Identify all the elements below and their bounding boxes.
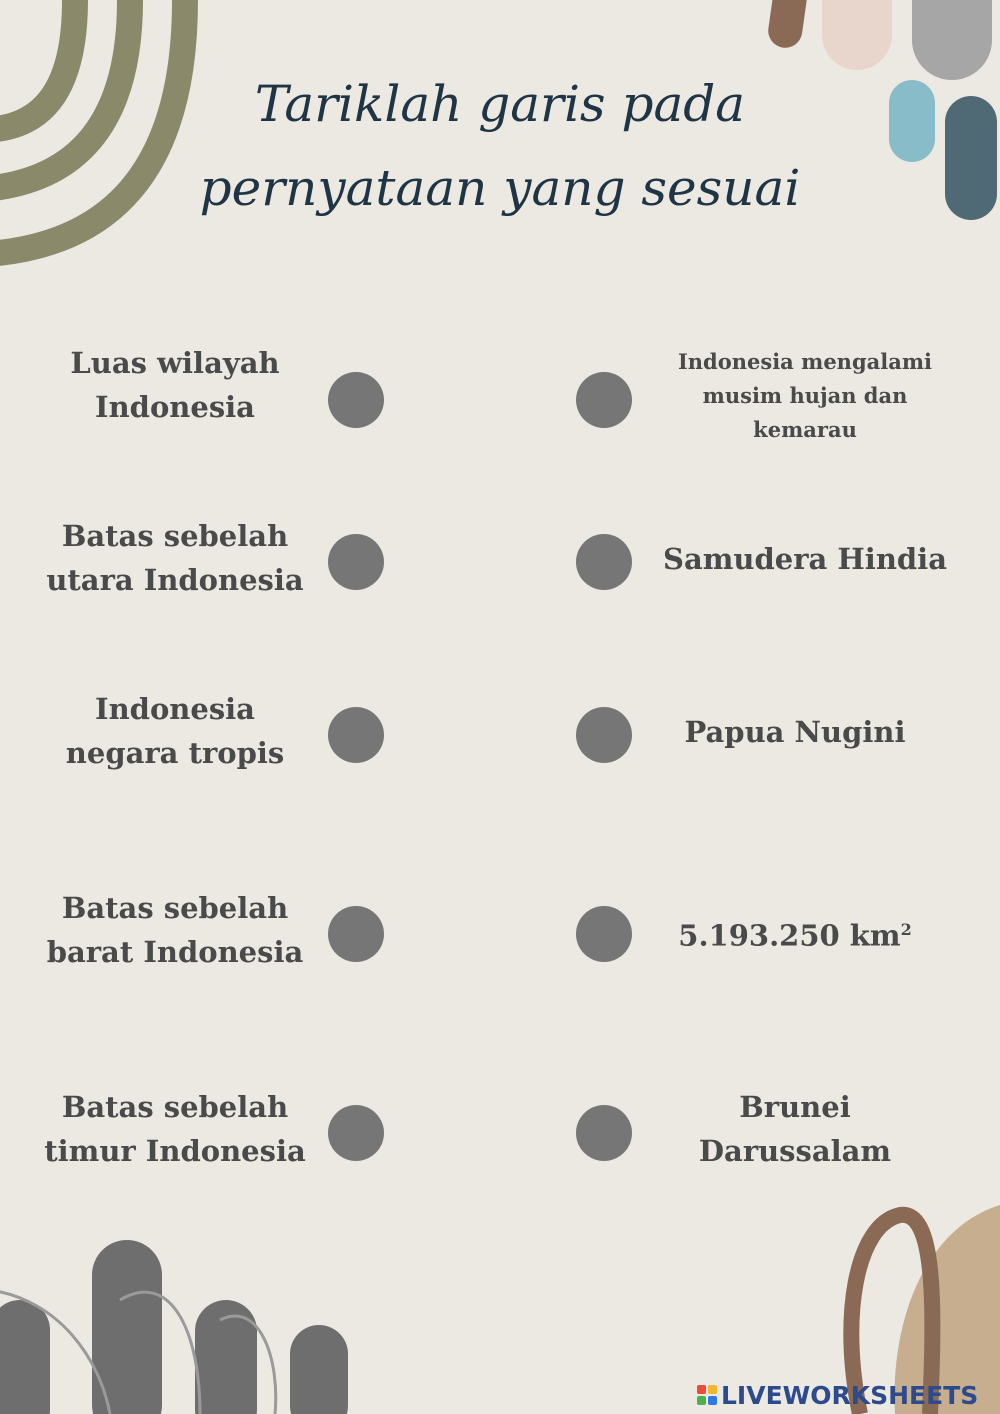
right-answer-5-line1: Brunei — [739, 1090, 851, 1124]
right-answer-4-value: 5.193.250 km — [678, 918, 901, 953]
right-match-dot-3[interactable] — [576, 707, 632, 763]
left-statement-4 — [30, 886, 320, 974]
left-statement-3-line2: negara tropis — [65, 736, 285, 770]
right-answer-5-line2: Darussalam — [698, 1134, 892, 1168]
liveworksheets-brand — [697, 1380, 978, 1410]
left-statement-3 — [30, 687, 320, 775]
right-answer-2-line1: Samudera Hindia — [663, 542, 947, 576]
left-statement-2 — [30, 514, 320, 602]
right-answer-4-exponent: 2 — [900, 920, 912, 939]
title-line-1: Tariklah garis pada — [254, 75, 746, 133]
left-match-dot-3[interactable] — [328, 707, 384, 763]
page-title — [0, 62, 1000, 230]
left-statement-1-line2: Indonesia — [95, 390, 255, 424]
right-match-dot-4[interactable] — [576, 906, 632, 962]
gray-pills-bottom — [0, 1240, 348, 1414]
right-answer-1-line3: kemarau — [753, 417, 857, 442]
right-answer-1-line2: musim hujan dan — [702, 383, 908, 408]
left-match-dot-5[interactable] — [328, 1105, 384, 1161]
right-answer-4 — [640, 908, 950, 958]
right-answer-5 — [640, 1085, 950, 1173]
left-statement-5-line2: timur Indonesia — [44, 1134, 306, 1168]
left-statement-2-line2: utara Indonesia — [46, 563, 304, 597]
right-answer-3 — [640, 710, 950, 754]
left-statement-2-line1: Batas sebelah — [61, 519, 289, 553]
right-answer-3-line1: Papua Nugini — [684, 715, 906, 749]
left-match-dot-1[interactable] — [328, 372, 384, 428]
left-match-dot-2[interactable] — [328, 534, 384, 590]
left-statement-4-line1: Batas sebelah — [61, 891, 289, 925]
right-answer-1-line1: Indonesia mengalami — [677, 349, 933, 374]
liveworksheets-logo-icon — [697, 1385, 717, 1405]
pink-pill — [822, 0, 892, 70]
title-line-2: pernyataan yang sesuai — [199, 159, 801, 217]
left-statement-4-line2: barat Indonesia — [46, 935, 304, 969]
brown-pill — [766, 0, 812, 50]
left-statement-3-line1: Indonesia — [95, 692, 255, 726]
right-match-dot-5[interactable] — [576, 1105, 632, 1161]
right-match-dot-1[interactable] — [576, 372, 632, 428]
right-answer-1 — [650, 345, 960, 447]
left-statement-5-line1: Batas sebelah — [61, 1090, 289, 1124]
left-statement-5 — [30, 1085, 320, 1173]
left-match-dot-4[interactable] — [328, 906, 384, 962]
right-answer-2 — [650, 537, 960, 581]
right-match-dot-2[interactable] — [576, 534, 632, 590]
brand-text: LIVEWORKSHEETS — [721, 1380, 979, 1410]
left-statement-1-line1: Luas wilayah — [70, 346, 280, 380]
left-statement-1 — [30, 341, 320, 429]
